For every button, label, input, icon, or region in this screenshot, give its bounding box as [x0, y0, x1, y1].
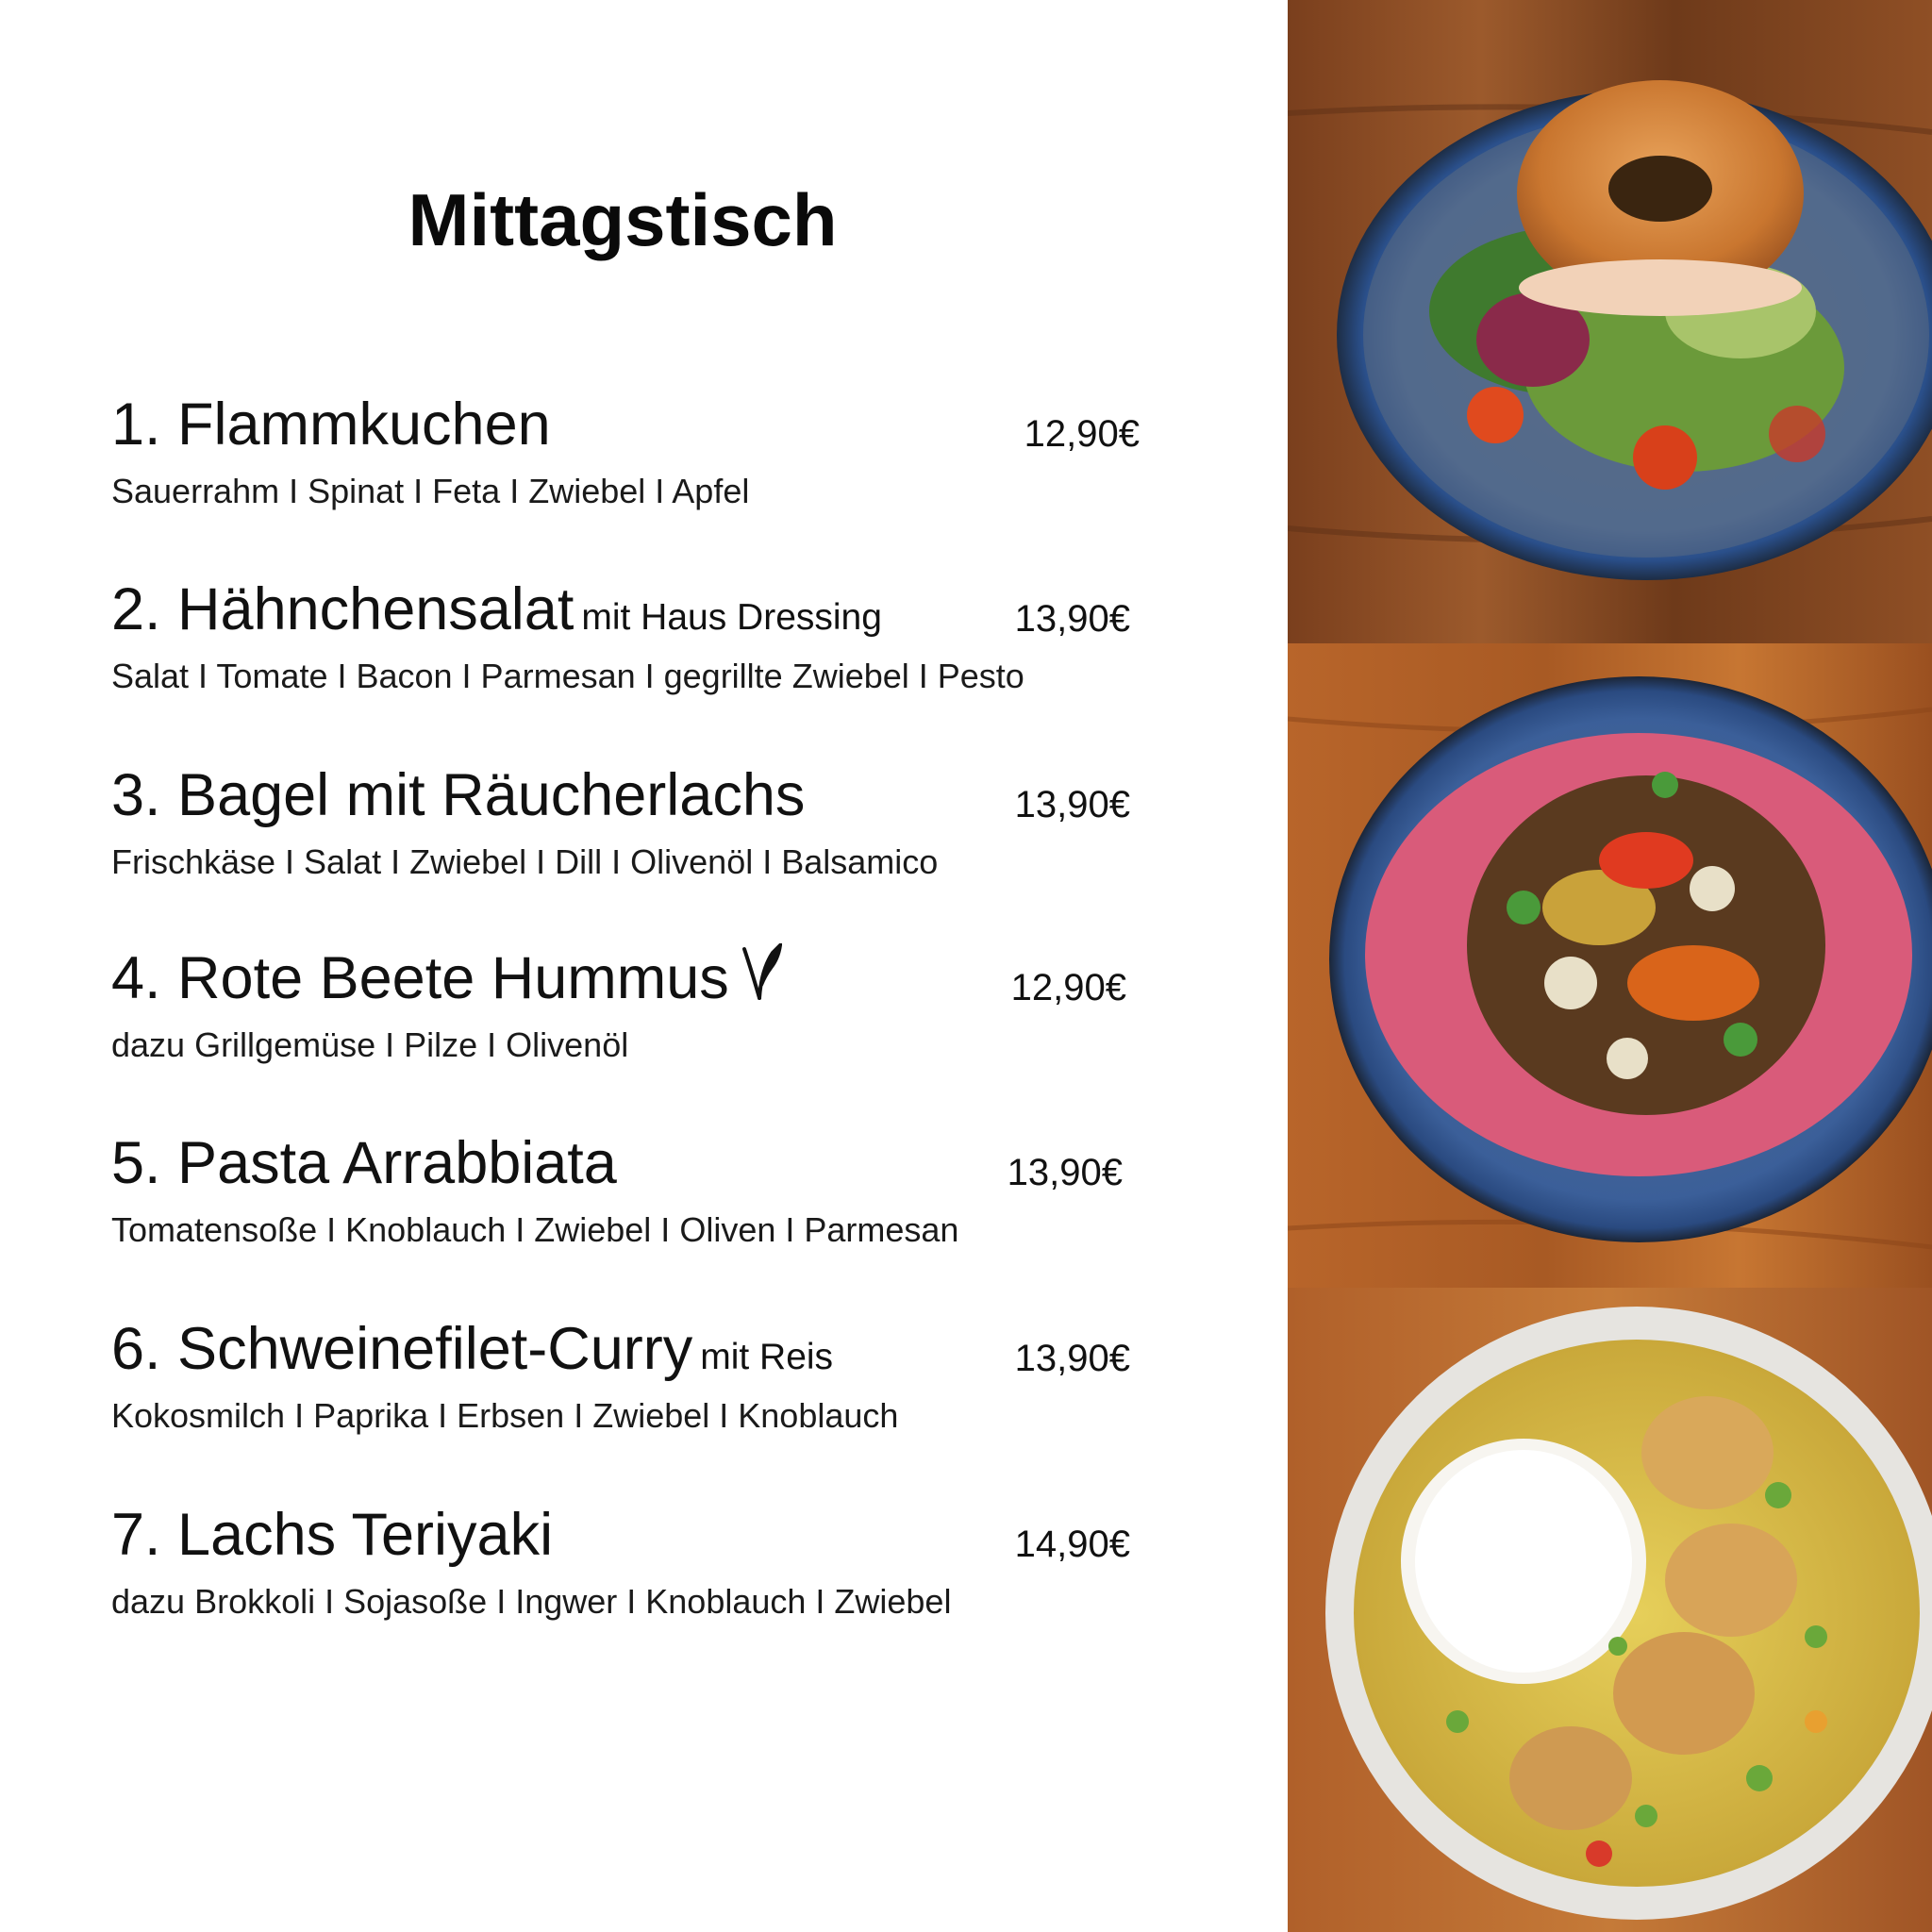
item-price: 13,90€ — [1014, 1338, 1130, 1379]
item-title — [111, 1125, 617, 1201]
menu-item — [111, 1311, 1130, 1443]
bagel-photo — [1288, 0, 1932, 643]
item-name: 5. Pasta Arrabbiata — [111, 1130, 617, 1196]
item-description: Salat I Tomate I Bacon I Parmesan I gegrillte Zwiebel I Pesto — [111, 657, 1024, 695]
item-title — [111, 1497, 553, 1573]
item-name: 6. Schweinefilet-Curry — [111, 1316, 693, 1382]
beet-hummus-photo — [1288, 643, 1932, 1288]
item-title — [111, 572, 882, 656]
item-price: 13,90€ — [1007, 1152, 1123, 1193]
item-title — [111, 758, 805, 833]
item-price: 14,90€ — [1014, 1524, 1130, 1565]
item-price: 13,90€ — [1014, 784, 1130, 825]
item-description: dazu Brokkoli I Sojasoße I Ingwer I Knoblauch I Zwiebel — [111, 1582, 952, 1621]
item-description: dazu Grillgemüse I Pilze I Olivenöl — [111, 1025, 629, 1064]
photo-column — [1288, 0, 1932, 1932]
menu-item — [111, 1125, 1130, 1257]
menu-title: Mittagstisch — [408, 178, 838, 261]
item-name: 3. Bagel mit Räucherlachs — [111, 762, 806, 828]
menu-item — [111, 1497, 1130, 1629]
leaf-icon — [741, 943, 782, 1002]
item-description: Sauerrahm I Spinat I Feta I Zwiebel I Apfel — [111, 472, 750, 510]
menu-item — [111, 758, 1130, 890]
item-description: Frischkäse I Salat I Zwiebel I Dill I Olivenöl I Balsamico — [111, 842, 939, 881]
item-title — [111, 1311, 833, 1395]
menu-item — [111, 941, 1130, 1073]
item-suffix: mit Haus Dressing — [581, 597, 882, 638]
item-price: 13,90€ — [1014, 598, 1130, 640]
menu-item — [111, 387, 1140, 519]
item-name: 7. Lachs Teriyaki — [111, 1502, 554, 1568]
curry-photo — [1288, 1288, 1932, 1932]
item-name: 4. Rote Beete Hummus — [111, 945, 729, 1011]
item-name: 2. Hähnchensalat — [111, 576, 575, 642]
item-description: Kokosmilch I Paprika I Erbsen I Zwiebel I Knoblauch — [111, 1396, 899, 1435]
item-description: Tomatensoße I Knoblauch I Zwiebel I Oliven I Parmesan — [111, 1210, 959, 1249]
item-title — [111, 387, 551, 462]
item-title — [111, 941, 782, 1016]
item-suffix: mit Reis — [700, 1337, 834, 1377]
item-price: 12,90€ — [1010, 967, 1126, 1008]
item-price: 12,90€ — [1024, 413, 1140, 455]
item-name: 1. Flammkuchen — [111, 391, 551, 458]
menu-item — [111, 572, 1130, 704]
